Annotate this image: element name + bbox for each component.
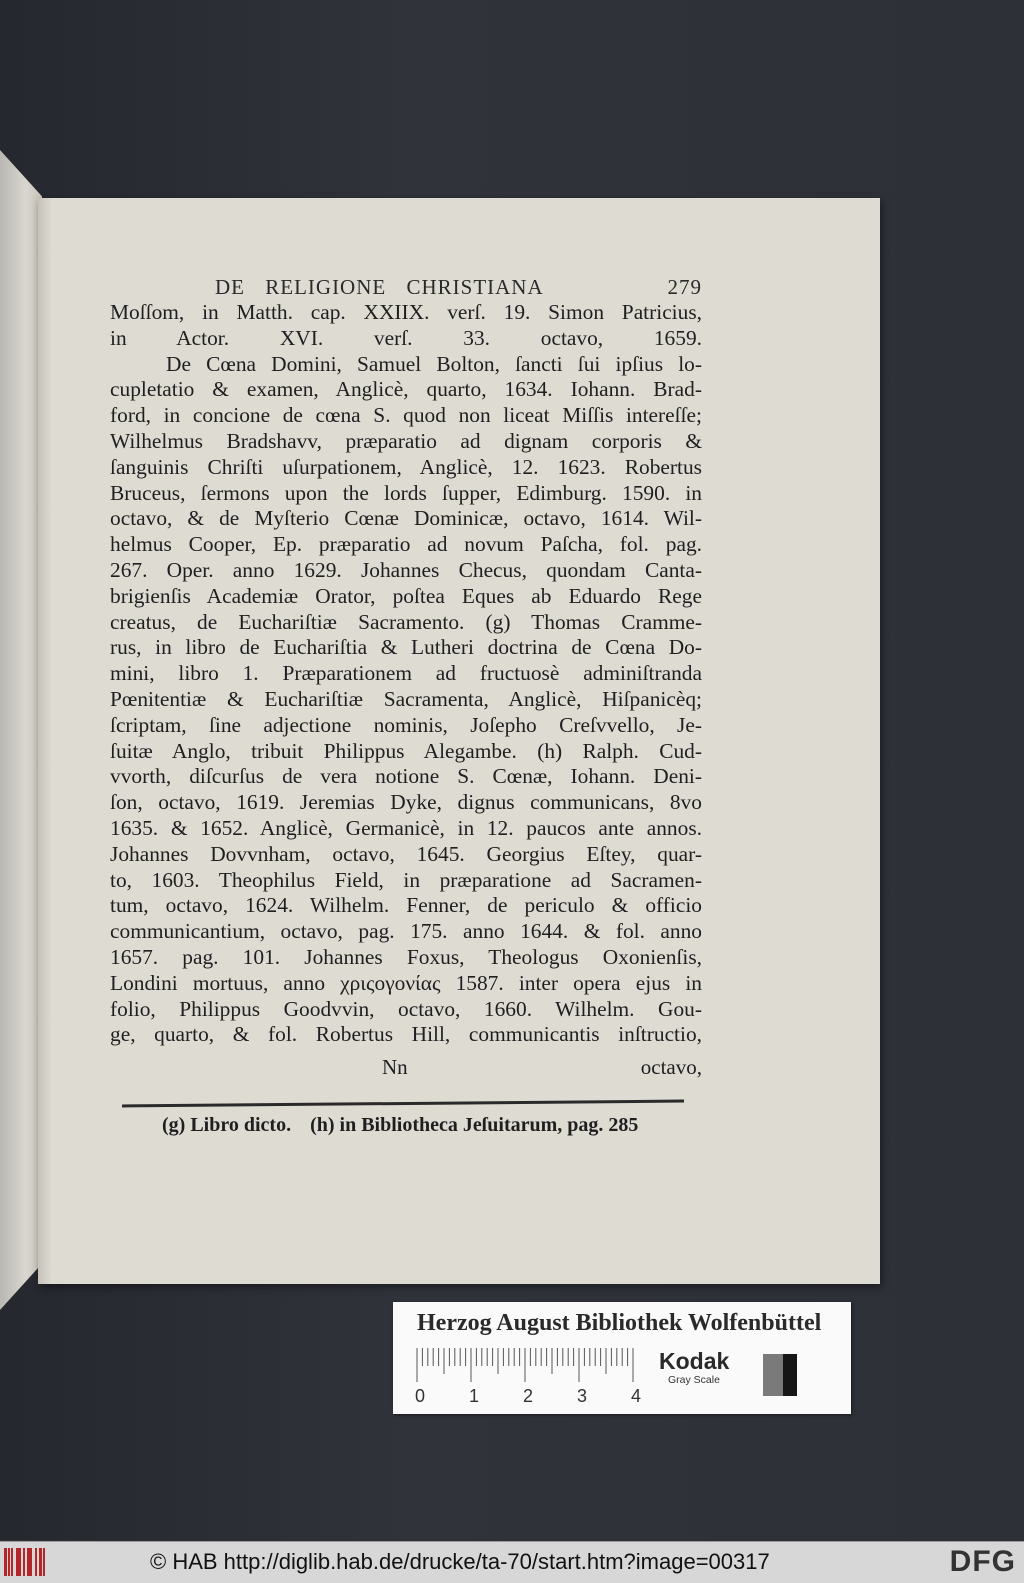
barcode-bar [27,1548,30,1576]
footnotes [162,1114,702,1137]
text-line: helmus Cooper, Ep. præparatio ad novum Paſcha, fol. pag. [110,532,702,557]
text-line: Wilhelmus Bradshavv, præparatio ad dignam corporis & [110,428,702,453]
barcode-bar [11,1548,13,1576]
running-head-title: DE RELIGIONE CHRISTIANA [215,275,544,299]
text-line: cupletatio & examen, Anglicè, quarto, 1634. Iohann. Brad- [110,377,702,402]
catchword: octavo, [640,1055,702,1079]
barcode-bar [23,1548,25,1576]
gray-swatch [763,1354,783,1396]
text-line: vvorth, diſcurſus de vera notione S. Cœnæ, Iohann. Deni- [110,764,702,789]
text-line: mini, libro 1. Præparationem ad fructuosè adminiſtranda [110,661,702,686]
text-line: ſuitæ Anglo, tribuit Philippus Alegambe. (h) Ralph. Cud- [110,738,702,763]
page-body-text [110,300,702,1048]
text-line: to, 1603. Theophilus Field, in præparatione ad Sacramen- [110,867,702,892]
text-line: ge, quarto, & fol. Robertus Hill, communicantis inſtructio, [110,1022,702,1047]
barcode-bar [16,1548,19,1576]
dfg-logo: DFG [949,1545,1016,1578]
gray-scale-label: Gray Scale [668,1374,720,1386]
facing-page-edge [0,150,42,1310]
footnote-g: (g) Libro dicto. [162,1114,292,1136]
footer-bar [0,1541,1024,1583]
ruler-numbers [411,1386,651,1408]
text-line: in Actor. XVI. verſ. 33. octavo, 1659. [110,325,702,350]
text-line: Bruceus, ſermons upon the lords ſupper, Edimburg. 1590. in [110,480,702,505]
library-name: Herzog August Bibliothek Wolfenbüttel [417,1310,822,1336]
page-gutter-shadow [38,198,52,1284]
text-line: 1635. & 1652. Anglicè, Germanicè, in 12. paucos ante annos. [110,815,702,840]
text-line: creatus, de Euchariſtiæ Sacramento. (g) Thomas Cramme- [110,609,702,634]
ruler-number: 3 [577,1386,588,1406]
text-line: 1657. pag. 101. Johannes Foxus, Theologus Oxonienſis, [110,944,702,969]
ruler-number: 0 [415,1386,426,1406]
barcode-bar [35,1548,37,1576]
text-line: brigienſis Academiæ Orator, poſtea Eques ab Eduardo Rege [110,583,702,608]
signature-mark: Nn [382,1055,408,1079]
ruler-number: 1 [469,1386,480,1406]
barcode-bar [30,1548,32,1576]
text-line: ſon, octavo, 1619. Jeremias Dyke, dignus communicans, 8vo [110,790,702,815]
text-line: rus, in libro de Euchariſtia & Lutheri doctrina de Cœna Do- [110,635,702,660]
text-line: communicantium, octavo, pag. 175. anno 1644. & fol. anno [110,919,702,944]
copyright-link[interactable]: © HAB http://diglib.hab.de/drucke/ta-70/start.htm?image=00317 [150,1549,770,1574]
text-line: De Cœna Domini, Samuel Bolton, ſancti ſui ipſius lo- [166,351,702,376]
barcode-icon [4,1548,48,1576]
text-line: Moſſom, in Matth. cap. XXIIX. verſ. 19. Simon Patricius, [110,300,702,324]
text-line: folio, Philippus Goodvvin, octavo, 1660. Wilhelm. Gou- [110,996,702,1021]
page-number: 279 [667,275,702,299]
barcode-bar [8,1548,10,1576]
ruler-number: 2 [523,1386,534,1406]
text-line: octavo, & de Myſterio Cœnæ Dominicæ, octavo, 1614. Wil- [110,506,702,531]
barcode-bar [43,1548,45,1576]
ruler-number: 4 [631,1386,642,1406]
barcode-bar [4,1548,7,1576]
text-line: tum, octavo, 1624. Wilhelm. Fenner, de periculo & officio [110,893,702,918]
text-line: ſcriptam, ſine adjectione nominis, Joſepho Creſvvello, Je- [110,712,702,737]
footnote-h: (h) in Bibliotheca Jeſuitarum, pag. 285 [310,1114,639,1136]
text-line: Pœnitentiæ & Euchariſtiæ Sacramenta, Anglicè, Hiſpanicèq; [110,686,702,711]
page-bottom-line [110,1055,702,1083]
ruler-ticks [415,1348,639,1384]
kodak-gray-scale-card [393,1302,851,1414]
barcode-bar [19,1548,21,1576]
text-line: ford, in concione de cœna S. quod non liceat Miſſis intereſſe; [110,403,702,428]
barcode-bar [39,1548,42,1576]
black-swatch [783,1354,797,1396]
text-line: 267. Oper. anno 1629. Johannes Checus, quondam Canta- [110,557,702,582]
text-line: Londini mortuus, anno χριςογονίας 1587. inter opera ejus in [110,970,702,995]
text-line: Johannes Dovvnham, octavo, 1645. Georgius Eſtey, quar- [110,841,702,866]
text-line: ſanguinis Chriſti uſurpationem, Anglicè, 12. 1623. Robertus [110,454,702,479]
kodak-logo: Kodak [659,1348,730,1374]
